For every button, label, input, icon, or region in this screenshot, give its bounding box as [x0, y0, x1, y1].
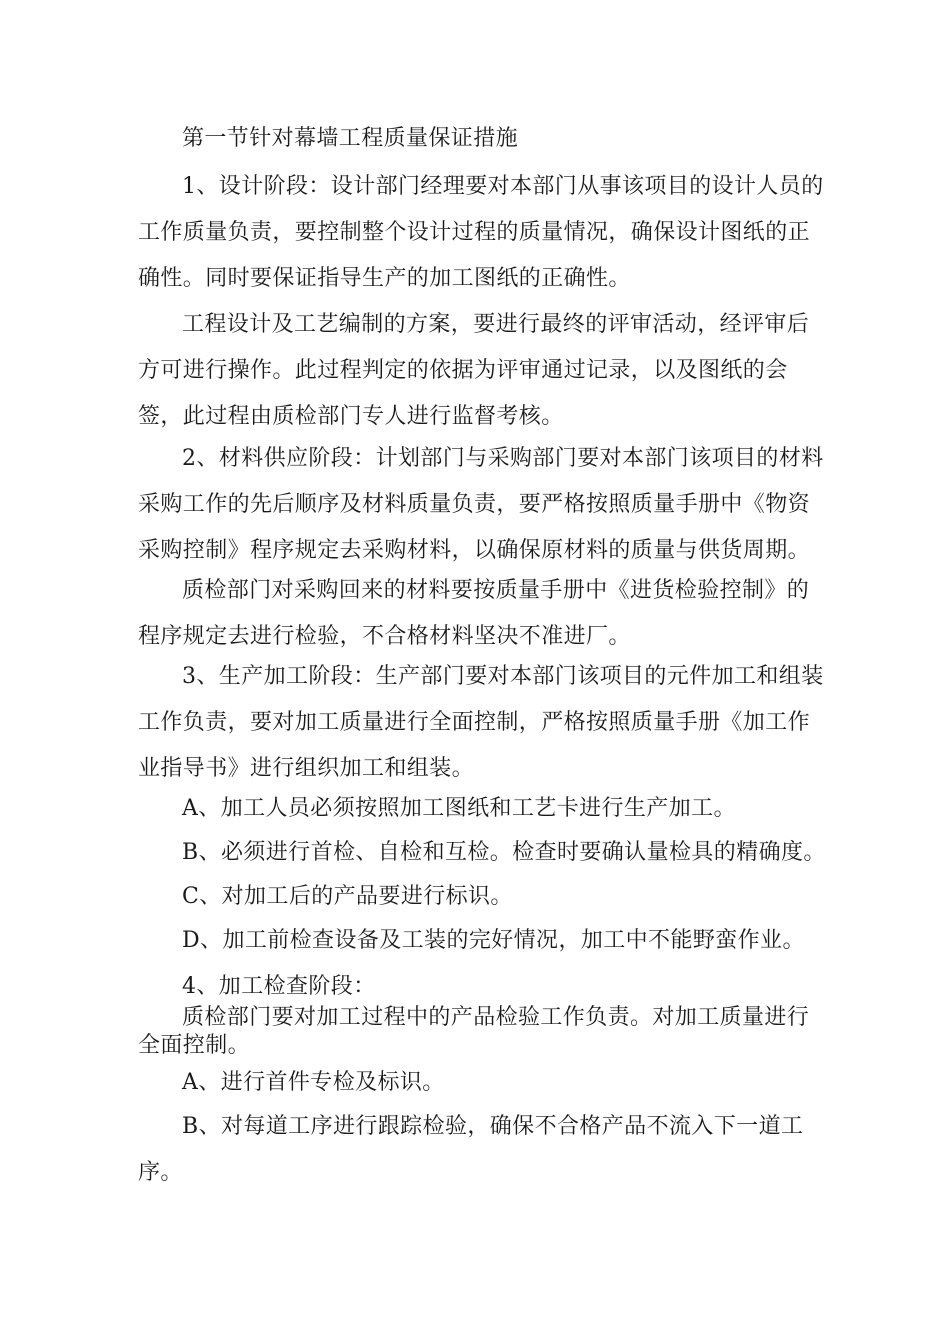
- list-item-inspection-b: B、对每道工序进行跟踪检验，确保不合格产品不流入下一道工序。: [138, 1114, 804, 1185]
- section-heading: 第一节针对幕墙工程质量保证措施: [182, 126, 519, 151]
- list-item-inspection-a: A、进行首件专检及标识。: [182, 1070, 445, 1095]
- paragraph-inspection-duty: 质检部门要对加工过程中的产品检验工作负责。对加工质量进行全面控制。: [138, 1005, 810, 1058]
- list-item-a: A、加工人员必须按照加工图纸和工艺卡进行生产加工。: [182, 796, 736, 821]
- paragraph-material-supply: 2、材料供应阶段：计划部门与采购部门要对本部门该项目的材料采购工作的先后顺序及材料质量负责，要严格按照质量手册中《物资采购控制》程序规定去采购材料，以确保原材料的质量与供货周期。: [138, 446, 824, 563]
- paragraph-design-review: 工程设计及工艺编制的方案，要进行最终的评审活动，经评审后方可进行操作。此过程判定的依据为评审通过记录，以及图纸的会签，此过程由质检部门专人进行监督考核。: [138, 312, 810, 429]
- paragraph-inspection-stage: 4、加工检查阶段：: [182, 974, 376, 999]
- list-item-c: C、对加工后的产品要进行标识。: [182, 884, 513, 909]
- paragraph-design-stage: 1、设计阶段：设计部门经理要对本部门从事该项目的设计人员的工作质量负责，要控制整个设计过程的质量情况，确保设计图纸的正确性。同时要保证指导生产的加工图纸的正确性。: [138, 174, 824, 291]
- paragraph-incoming-inspection: 质检部门对采购回来的材料要按质量手册中《进货检验控制》的程序规定去进行检验，不合格材料坚决不准进厂。: [138, 578, 810, 649]
- list-item-b: B、必须进行首检、自检和互检。检查时要确认量检具的精确度。: [182, 840, 826, 865]
- list-item-d: D、加工前检查设备及工装的完好情况，加工中不能野蛮作业。: [182, 928, 805, 953]
- paragraph-production-stage: 3、生产加工阶段：生产部门要对本部门该项目的元件加工和组装工作负责，要对加工质量进行全面控制，严格按照质量手册《加工作业指导书》进行组织加工和组装。: [138, 664, 824, 781]
